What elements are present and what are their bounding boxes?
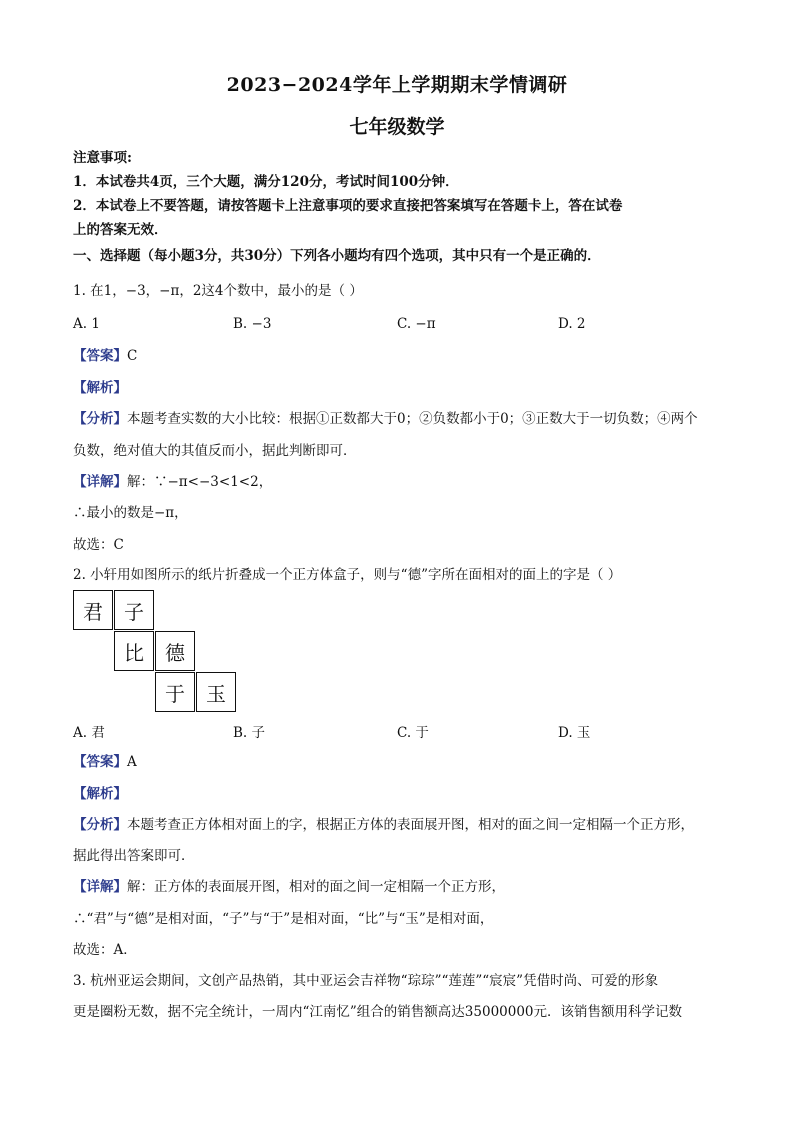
cube-net-figure [73,590,243,715]
q1-analysis-tag: 【解析】 [73,380,127,396]
net-cell-jade: 玉 [196,672,236,712]
q2-analysis-line [73,784,734,804]
net-cell-zi: 子 [114,590,154,630]
q1-analysis-line [73,378,734,398]
notice-item-2b: 上的答案无效． [73,222,168,238]
net-cell-bi: 比 [114,631,154,671]
q1-answer-line [73,346,734,366]
q1-choose: 故选：C [73,537,124,553]
notice-item-1: 1．本试卷共4页，三个大题，满分120分，考试时间100分钟． [73,174,459,190]
q1-detail-line-2: ∴最小的数是−π， [73,505,188,521]
q1-answer-tag: 【答案】 [73,348,127,364]
q1-answer: C [127,348,138,364]
q2-answer-tag: 【答案】 [73,754,127,770]
q1-option-c: C. −π [397,316,436,332]
net-cell-yu: 于 [155,672,195,712]
q1-option-a: A. 1 [73,316,100,332]
q1-option-b: B. −3 [233,316,272,332]
q2-detail-line-1 [73,877,734,897]
q2-fenxi-line-1 [73,815,734,835]
q2-choose: 故选：A． [73,942,137,958]
q2-answer: A [127,754,137,770]
exam-subtitle: 七年级数学 [349,116,445,138]
exam-title: 2023−2024学年上学期期末学情调研 [226,74,568,96]
section-1-heading: 一、选择题（每小题3分，共30分）下列各小题均有四个选项，其中只有一个是正确的． [73,248,601,264]
q2-answer-line [73,752,734,772]
q2-detail-tag: 【详解】 [73,879,127,895]
q2-option-a: A. 君 [73,725,105,741]
notice-item-2a: 2．本试卷上不要答题，请按答题卡上注意事项的要求直接把答案填写在答题卡上，答在试卷 [73,198,623,214]
net-cell-jun: 君 [73,590,113,630]
q1-stem: 1. 在1，−3，−π，2这4个数中，最小的是（ ） [73,283,363,299]
q1-detail-a: 解：∵−π<−3<1<2， [127,474,273,490]
notice-heading: 注意事项: [73,150,132,166]
q3-stem-line-1: 3. 杭州亚运会期间，文创产品热销，其中亚运会吉祥物“琮琮”“莲莲”“宸宸”凭借时尚、可爱的形象 [73,973,659,989]
q2-detail-a: 解：正方体的表面展开图，相对的面之间一定相隔一个正方形， [127,879,505,895]
q2-fenxi-tag: 【分析】 [73,817,127,833]
q2-fenxi-a: 本题考查正方体相对面上的字，根据正方体的表面展开图，相对的面之间一定相隔一个正方形， [127,817,694,833]
q1-option-d: D. 2 [558,316,586,332]
q2-analysis-tag: 【解析】 [73,786,127,802]
q1-fenxi-line-1 [73,409,734,429]
q1-detail-tag: 【详解】 [73,474,127,490]
net-cell-de: 德 [155,631,195,671]
q1-detail-line-1 [73,472,734,492]
q1-fenxi-a: 本题考查实数的大小比较：根据①正数都大于0；②负数都小于0；③正数大于一切负数；④两个 [127,411,698,427]
q2-fenxi-line-2: 据此得出答案即可． [73,848,195,864]
q3-stem-line-2: 更是圈粉无数，据不完全统计，一周内“江南忆”组合的销售额高达35000000元．该销售额用科学记数 [73,1004,683,1020]
q2-option-d: D. 玉 [558,725,591,741]
q2-option-b: B. 子 [233,725,266,741]
q1-fenxi-line-2: 负数，绝对值大的其值反而小，据此判断即可． [73,443,357,459]
q2-detail-line-2: ∴“君”与“德”是相对面，“子”与“于”是相对面，“比”与“玉”是相对面， [73,911,494,927]
q2-option-c: C. 于 [397,725,429,741]
q1-fenxi-tag: 【分析】 [73,411,127,427]
q2-stem: 2. 小轩用如图所示的纸片折叠成一个正方体盒子，则与“德”字所在面相对的面上的字是（ ） [73,567,622,583]
